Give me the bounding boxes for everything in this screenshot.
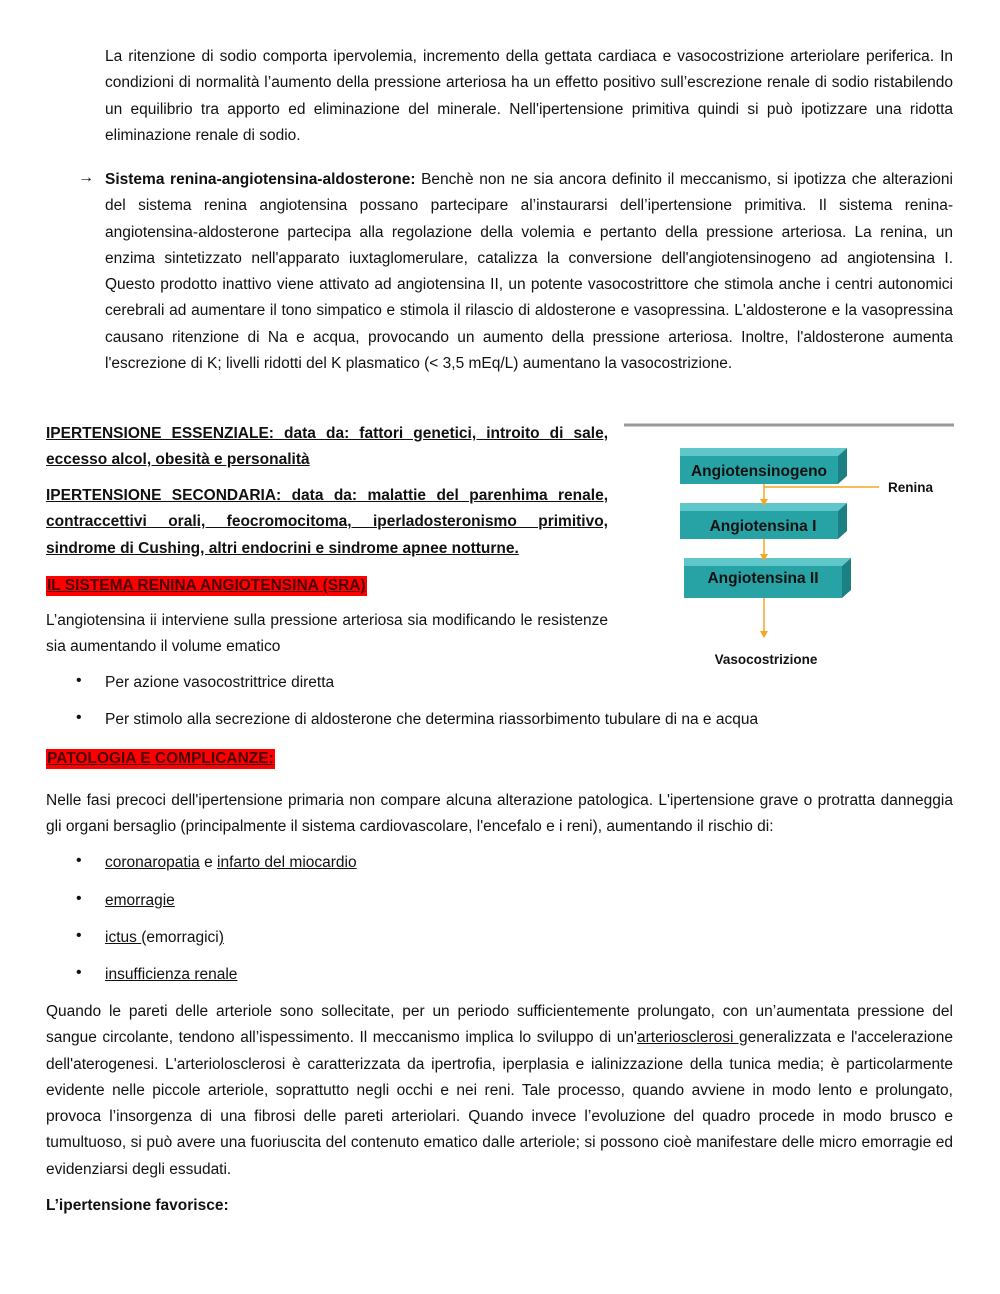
bullet-icon: • xyxy=(76,890,82,907)
arrow-down-icon xyxy=(760,631,768,638)
stroke-note-close[interactable]: ) xyxy=(218,929,224,946)
renin-label: Renina xyxy=(888,480,934,495)
risk-item xyxy=(105,854,357,872)
angiotensin-2-box xyxy=(684,558,851,598)
arteriosclerosis-link[interactable]: arteriosclerosi g xyxy=(636,1029,748,1047)
stroke-link[interactable]: ictus xyxy=(105,929,142,946)
arterioles-paragraph xyxy=(46,999,953,1183)
paragraph-raas xyxy=(105,167,953,377)
bullet-icon: • xyxy=(76,852,82,869)
myocardial-infarction-link[interactable]: infarto del miocardio xyxy=(217,854,357,871)
coronaropathy-link[interactable]: coronaropatia xyxy=(105,854,200,871)
sra-heading: IL SISTEMA RENINA ANGIOTENSINA (SRA) xyxy=(47,577,366,594)
risk-connector: e xyxy=(199,854,218,871)
bullet-icon: • xyxy=(76,964,82,981)
hemorrhage-link[interactable]: emorragie xyxy=(105,892,175,909)
raas-text: Benchè non ne sia ancora definito il meccanismo, si ipotizza che alterazioni del sistema renina angiotensina possano partecipare al’instaurarsi dell’ipertensione primitiva. Il sistema renina-angiotensina-aldosterone partecipa alla regolazione della volemia e pertanto della pressione arteriosa. La renina, un enzima sintetizzato nell'apparato iuxtaglomerulare, catalizza la conversione dell'angiotensinogeno ad angiotensina I. Questo prodotto inattivo viene attivato ad angiotensina II, un potente vasocostrittore che stimola anche i centri autonomici cerebrali ad aumentare il tono simpatico e stimola il rilascio di aldosterone e vasopressina. L'aldosterone e la vasopressina causano ritenzione di Na e acqua, provocando un aumento della pressione arteriosa. Inoltre, l'aldosterone aumenta l'escrezione di K; livelli ridotti del K plasmatico (< 3,5 mEq/L) aumentano la vasocostrizione. xyxy=(105,171,953,373)
raas-diagram xyxy=(624,420,956,675)
renal-failure-link[interactable]: insufficienza renale xyxy=(105,966,238,983)
sra-bullet-1: Per azione vasocostrittrice diretta xyxy=(105,674,335,691)
angiotensin-1-label: Angiotensina I xyxy=(709,518,817,535)
angiotensin-2-label: Angiotensina II xyxy=(707,570,819,587)
angiotensinogen-box xyxy=(680,448,847,484)
angiotensinogen-label: Angiotensinogeno xyxy=(690,463,828,480)
vasoconstriction-label: Vasocostrizione xyxy=(714,652,818,667)
stroke-note: (emorragici xyxy=(141,929,219,946)
arterioles-text-2: eneralizzata e l'accelerazione dell'aterogenesi. L'arteriolosclerosi è caratterizzata da ipertrofia, iperplasia e ialinizzazione della tunica media; è particolarmente evidente nelle piccole arteriole, soprattutto negli occhi e nei reni. Tale processo, quando avviene in modo lento e prolungato, provoca l’insorgenza di una fibrosi delle pareti arteriolari. Quando invece l’evoluzione del quadro procede in modo brusco e tumultuoso, si può avere una fuoriuscita del contenuto ematico dalle arteriole; si possono cioè manifestare delle micro emorragie ed evidenziarsi degli essudati. xyxy=(46,1029,953,1178)
bullet-icon: • xyxy=(76,672,82,689)
arterioles-text-1: Quando le pareti delle arteriole sono sollecitate, per un periodo sufficientemente prolungato, con un’aumentata pressione del sangue circolante, tendono all’ispessimento. Il meccanismo implica lo sviluppo di un' xyxy=(46,1003,953,1047)
sra-bullet-2: Per stimolo alla secrezione di aldosterone che determina riassorbimento tubulare di na e acqua xyxy=(105,711,759,728)
arrow-bullet-icon: → xyxy=(78,169,94,186)
raas-heading: Sistema renina-angiotensina-aldosterone: xyxy=(105,171,416,188)
secondary-hypertension: IPERTENSIONE SECONDARIA: data da: malattie del parenhima renale, contraccettivi orali, feocromocitoma, iperladosteronismo primitivo, sindrome di Cushing, altri endocrini e sindrome apnee notturne. xyxy=(46,487,608,557)
risk-item xyxy=(105,929,224,947)
hypertension-favors-heading: L’ipertensione favorisce: xyxy=(46,1197,229,1214)
bullet-icon: • xyxy=(76,927,82,944)
pathology-paragraph: Nelle fasi precoci dell'ipertensione primaria non compare alcuna alterazione patologica. L'ipertensione grave o protratta danneggia gli organi bersaglio (principalmente il sistema cardiovascolare, l'encefalo e i reni), aumentando il rischio di: xyxy=(46,792,953,836)
bullet-icon: • xyxy=(76,709,82,726)
paragraph-sodium: La ritenzione di sodio comporta ipervolemia, incremento della gettata cardiaca e vasocostrizione arteriolare periferica. In condizioni di normalità l’aumento della pressione arteriosa ha un effetto positivo sull’escrezione renale di sodio ristabilendo un equilibrio tra apporto ed eliminazione del minerale. Nell'ipertensione primitiva quindi si può ipotizzare una ridotta eliminazione renale di sodio. xyxy=(105,48,953,144)
essential-hypertension: IPERTENSIONE ESSENZIALE: data da: fattori genetici, introito di sale, eccesso alcol, obesità e personalità xyxy=(46,425,608,469)
pathology-heading: PATOLOGIA E COMPLICANZE: xyxy=(47,750,274,767)
sra-paragraph: L’angiotensina ii interviene sulla pressione arteriosa sia modificando le resistenze sia aumentando il volume ematico xyxy=(46,612,608,656)
angiotensin-1-box xyxy=(680,503,847,539)
